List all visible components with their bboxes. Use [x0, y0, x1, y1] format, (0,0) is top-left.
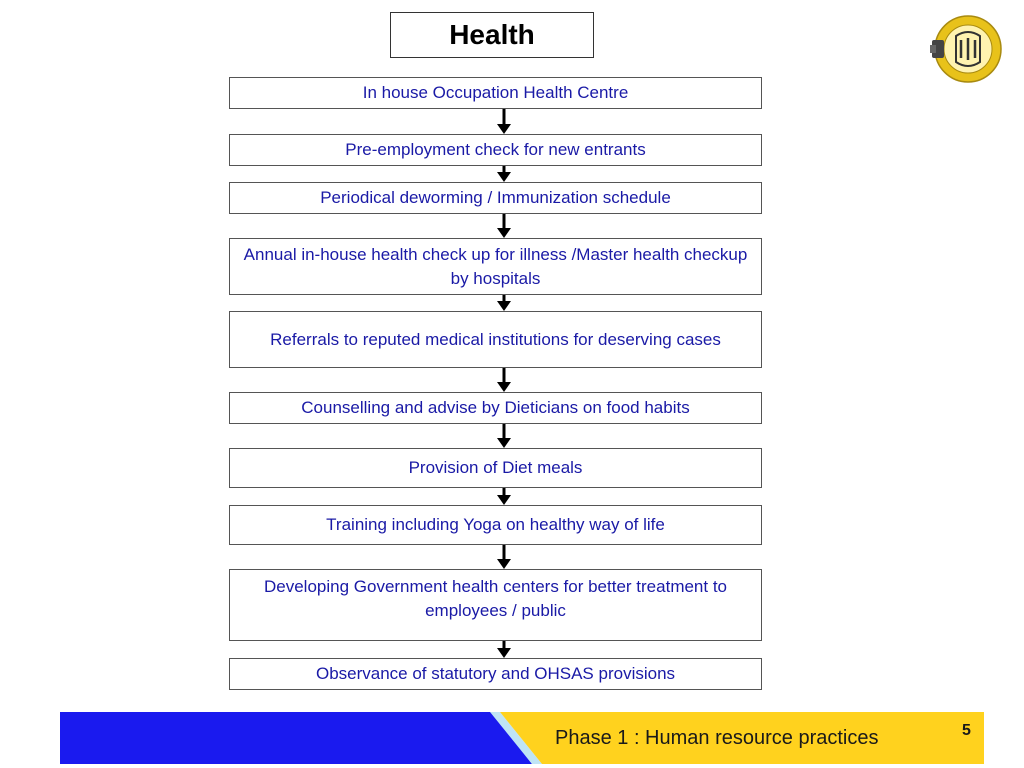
flow-arrow-1-2: [497, 109, 511, 134]
flow-arrow-3-4: [497, 214, 511, 238]
flow-step-6: [229, 392, 762, 424]
flow-step-text: Provision of Diet meals: [408, 458, 583, 477]
flow-step-text: Pre-employment check for new entrants: [345, 140, 646, 159]
flow-step-text: Periodical deworming / Immunization schedule: [320, 188, 671, 207]
flow-step-text: In house Occupation Health Centre: [362, 83, 629, 102]
flow-arrow-7-8: [497, 488, 511, 505]
flow-step-1: [229, 77, 762, 109]
flow-arrow-6-7: [497, 424, 511, 448]
flow-arrow-8-9: [497, 545, 511, 569]
flow-step-text: Observance of statutory and OHSAS provisions: [315, 664, 676, 683]
flow-arrow-9-10: [497, 641, 511, 658]
flow-step-text: Annual in-house health check up for illness /Master health checkup by hospitals: [243, 244, 748, 288]
flow-step-2: [229, 134, 762, 166]
flow-arrow-5-6: [497, 368, 511, 392]
footer-title: Phase 1 : Human resource practices: [555, 727, 879, 749]
flow-step-10: [229, 658, 762, 690]
flow-step-9: [229, 569, 762, 641]
flow-step-text: Developing Government health centers for better treatment to employees / public: [263, 577, 728, 620]
page-number: 5: [962, 722, 971, 739]
flow-step-text: Counselling and advise by Dieticians on food habits: [301, 398, 690, 417]
flow-step-5: [229, 311, 762, 368]
flow-arrow-2-3: [497, 166, 511, 182]
flow-arrow-4-5: [497, 295, 511, 311]
flow-step-text: Referrals to reputed medical institutions for deserving cases: [270, 329, 721, 349]
slide-title: Health: [390, 12, 594, 58]
flow-step-text: Training including Yoga on healthy way of life: [326, 515, 665, 534]
flow-step-3: [229, 182, 762, 214]
flow-step-7: [229, 448, 762, 488]
flow-step-8: [229, 505, 762, 545]
company-logo-icon: [928, 14, 1004, 84]
flow-step-4: [229, 238, 762, 295]
